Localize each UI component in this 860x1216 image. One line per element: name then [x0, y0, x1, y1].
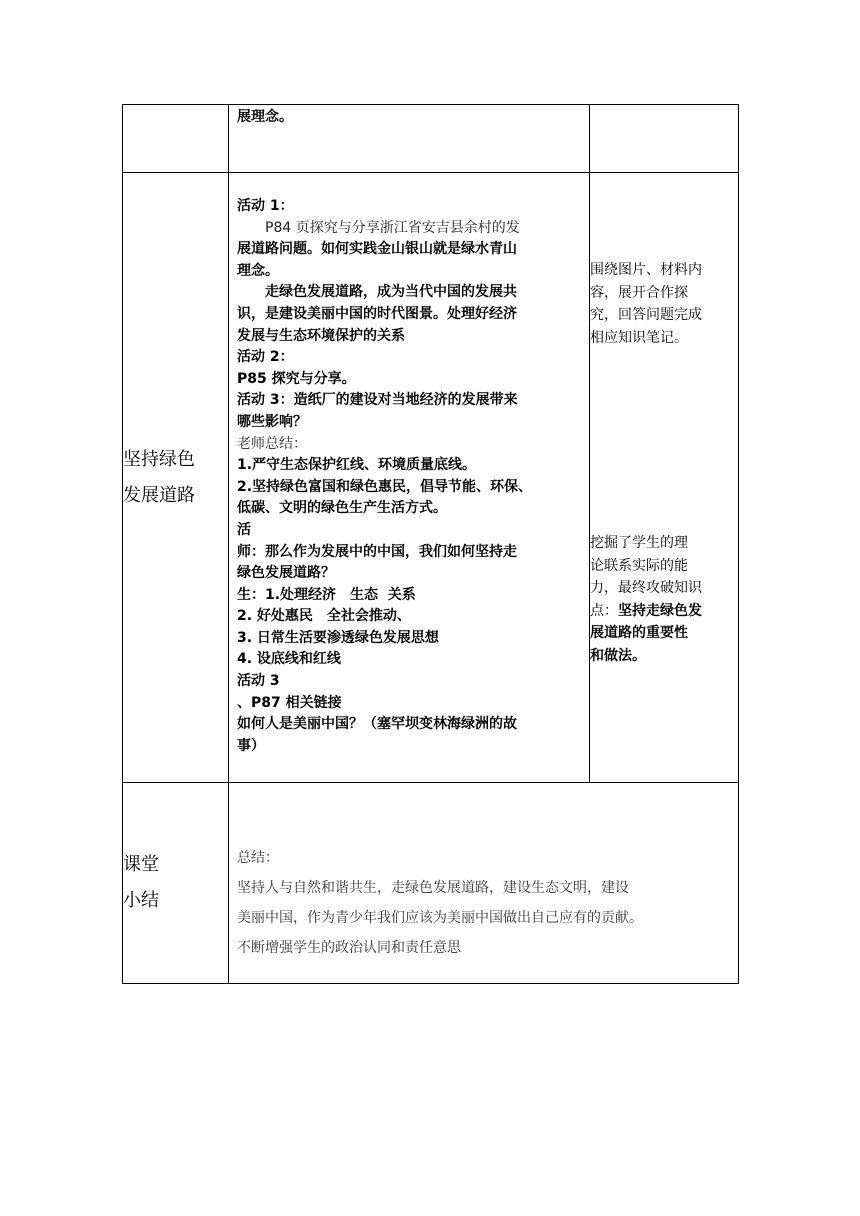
content-line: P85 探究与分享。: [237, 370, 356, 387]
content-line: 如何人是美丽中国？（塞罕坝变林海绿洲的故: [237, 716, 517, 733]
content-line: 2.坚持绿色富国和绿色惠民，倡导节能、环保、: [237, 478, 533, 495]
side-note: [590, 349, 738, 667]
side-note-line: 点：: [590, 602, 618, 619]
note-cell: [590, 105, 739, 173]
table-row: [123, 173, 739, 783]
section-label-cell: [123, 105, 229, 173]
section-label: 课堂: [123, 854, 159, 875]
section-label-cell: [123, 173, 229, 783]
content-line: 绿色发展道路？: [237, 565, 335, 582]
content-line: 展道路问题。如何实践金山银山就是绿水青山: [237, 241, 517, 258]
content-line: 活动 2：: [237, 349, 294, 366]
content-line: 老师总结：: [237, 435, 307, 452]
content-line: 活动 1：: [237, 198, 294, 214]
content-line: 生：1.处理经济 生态 关系: [237, 586, 416, 603]
content-line: 活动 3: [237, 673, 280, 690]
side-note-line: 相应知识笔记。: [590, 329, 688, 346]
side-note-line: 容，展开合作探: [590, 284, 688, 301]
content-line: 展理念。: [237, 109, 293, 125]
content-line: 4. 设底线和红线: [237, 651, 341, 668]
content-line: 哪些影响？: [237, 413, 307, 430]
content-line: P84 页探究与分享浙江省安吉县余村的发: [265, 219, 520, 236]
side-note-line: 究，回答问题完成: [590, 307, 702, 323]
summary-text: [229, 783, 738, 963]
table-row: [123, 105, 739, 173]
side-note: [590, 173, 738, 349]
content-line: 、P87 相关链接: [237, 694, 342, 711]
content-line: 2. 好处惠民 全社会推动、: [237, 608, 411, 625]
content-line: 师：那么作为发展中的中国，我们如何坚持走: [237, 543, 517, 560]
summary-line: 美丽中国，作为青少年我们应该为美丽中国做出自己应有的贡献。: [237, 910, 643, 926]
content-cell: [229, 105, 590, 173]
content-line: 活动 3：造纸厂的建设对当地经济的发展带来: [237, 392, 518, 409]
section-label: 发展道路: [123, 484, 195, 506]
table-row: [123, 783, 739, 984]
summary-line: 坚持人与自然和谐共生，走绿色发展道路，建设生态文明，建设: [237, 880, 629, 896]
content-line: 低碳、文明的绿色生产生活方式。: [237, 500, 447, 517]
content-line: 3. 日常生活要渗透绿色发展思想: [237, 629, 439, 646]
lesson-plan-table: [122, 104, 739, 984]
summary-line: 不断增强学生的政治认同和责任意思: [237, 940, 461, 956]
summary-title: 总结：: [237, 850, 279, 866]
side-note-line: 论联系实际的能: [590, 557, 688, 574]
content-line: 发展与生态环境保护的关系: [237, 327, 405, 344]
section-label-cell: [123, 783, 229, 984]
section-label: 小结: [123, 890, 159, 911]
section-label: 坚持绿色: [123, 448, 195, 470]
note-cell: [590, 173, 739, 783]
side-note-line: 围绕图片、材料内: [590, 262, 702, 278]
side-note-emphasis: 展道路的重要性: [590, 625, 688, 641]
summary-cell: [229, 783, 739, 984]
content-line: 事）: [237, 737, 265, 754]
side-note-emphasis: 和做法。: [590, 647, 646, 664]
content-cell: [229, 173, 590, 783]
content-line: 识，是建设美丽中国的时代图景。处理好经济: [237, 305, 517, 322]
side-note-line: 挖掘了学生的理: [590, 535, 688, 551]
content-line: 1.严守生态保护红线、环境质量底线。: [237, 457, 477, 474]
content-line: 理念。: [237, 262, 279, 279]
side-note-emphasis: 坚持走绿色发: [618, 602, 702, 619]
content-line: 走绿色发展道路，成为当代中国的发展共: [265, 284, 517, 301]
side-note-line: 力，最终攻破知识: [590, 580, 702, 596]
activity-content: [229, 173, 589, 757]
content-line: 活: [237, 521, 251, 538]
